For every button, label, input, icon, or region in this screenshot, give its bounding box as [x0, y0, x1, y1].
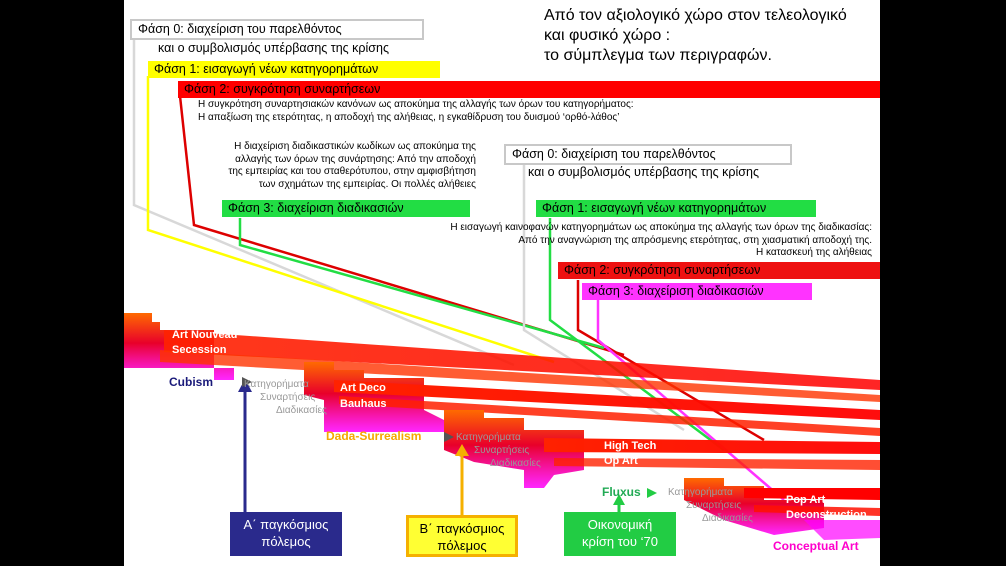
upper-phase1-box: Φάση 1: εισαγωγή νέων κατηγορημάτων: [148, 61, 440, 78]
lower-phase0-sub: και ο συμβολισμός υπέρβασης της κρίσης: [528, 165, 759, 179]
movement-dada-surrealism: Dada-Surrealism: [326, 429, 422, 443]
upper-phase2-desc-line-2: Η απαξίωση της ετερότητας, η αποδοχή της αλήθειας, η εγκαθίδρυση του δυισμού ‘ορθό-λάθος’: [198, 111, 620, 123]
title-line-2: και φυσικό χώρο :: [544, 27, 671, 44]
stage-functions-3: Συναρτήσεις: [686, 500, 742, 511]
movement-fluxus: Fluxus: [602, 485, 641, 499]
stage-procedures-3: Διαδικασίες: [702, 513, 753, 524]
stage-predicates-3: Κατηγορήματα: [668, 487, 733, 498]
upper-phase2-box: Φάση 2: συγκρότηση συναρτήσεων: [178, 81, 880, 98]
movement-bauhaus: Bauhaus: [340, 398, 387, 410]
movement-conceptual-art: Conceptual Art: [773, 539, 859, 553]
stage-predicates-1: Κατηγορήματα: [244, 379, 309, 390]
upper-phase2-desc: [198, 99, 634, 124]
event-crisis-line-1: Οικονομική: [587, 517, 653, 532]
upper-phase3-desc-line-4: των σχημάτων της εμπειρίας. Οι πολλές αλήθειες: [258, 178, 476, 190]
upper-phase3-desc-line-1: Η διαχείριση διαδικαστικών κωδίκων ως αποκύημα της: [234, 141, 476, 152]
event-ww1-line-1: Α΄ παγκόσμιος: [243, 517, 329, 532]
upper-phase3-desc-line-2: αλλαγής των όρων της συνάρτησης: Από την αποδοχή: [235, 153, 476, 165]
event-ww2-line-2: πόλεμος: [437, 538, 487, 553]
lower-phase1-desc-line-1: Η εισαγωγή καινοφανών κατηγορημάτων ως αποκύημα της αλλαγής των όρων της διαδικασίας:: [450, 222, 872, 233]
movement-deconstruction: Deconstruction: [786, 509, 867, 521]
timeline-bands: [124, 313, 880, 540]
upper-phase3-desc-line-3: της εμπειρίας και του σταθερότυπου, στην αμφισβήτηση: [228, 166, 476, 177]
stage-procedures-1: Διαδικασίες: [276, 405, 327, 416]
stage-procedures-2: Διαδικασίες: [490, 458, 541, 469]
upper-phase0-sub: και ο συμβολισμός υπέρβασης της κρίσης: [158, 41, 389, 55]
movement-secession: Secession: [172, 344, 227, 356]
upper-phase0-box: Φάση 0: διαχείριση του παρελθόντος: [130, 19, 424, 40]
slide-title: [544, 6, 847, 66]
lower-phase0-box: Φάση 0: διαχείριση του παρελθόντος: [504, 144, 792, 165]
movement-pop-art: Pop Art: [786, 494, 826, 506]
event-ww2-line-1: Β΄ παγκόσμιος: [419, 521, 505, 536]
lower-phase1-box: Φάση 1: εισαγωγή νέων κατηγορημάτων: [536, 200, 816, 217]
stage-functions-1: Συναρτήσεις: [260, 392, 316, 403]
upper-phase2-desc-line-1: Η συγκρότηση συναρτησιακών κανόνων ως αποκύημα της αλλαγής των όρων του κατηγορήματος:: [198, 99, 634, 110]
lower-phase3-box: Φάση 3: διαχείριση διαδικασιών: [582, 283, 812, 300]
stage-predicates-2: Κατηγορήματα: [456, 432, 521, 443]
movement-art-deco: Art Deco: [340, 382, 386, 394]
title-line-1: Από τον αξιολογικό χώρο στον τελεολογικό: [544, 7, 847, 24]
lower-phase1-desc: [344, 222, 872, 260]
movement-art-nouveau: Art Nouveau: [172, 329, 238, 341]
movement-high-tech: High Tech: [604, 440, 657, 452]
event-ww2: [406, 515, 518, 557]
movement-cubism: Cubism: [169, 375, 214, 389]
slide: [124, 0, 880, 566]
upper-phase3-desc: [206, 141, 476, 191]
lower-phase1-desc-line-2: Από την αναγνώριση της απρόσμενης ετερότητας, στη χιασματική αποδοχή της.: [518, 234, 872, 246]
event-crisis-line-2: κρίση του ‘70: [582, 534, 658, 549]
lower-phase2-box: Φάση 2: συγκρότηση συναρτήσεων: [558, 262, 880, 279]
title-line-3: το σύμπλεγμα των περιγραφών.: [544, 47, 772, 64]
upper-phase3-box: Φάση 3: διαχείριση διαδικασιών: [222, 200, 470, 217]
movement-op-art: Op Art: [604, 455, 638, 467]
event-ww1-line-2: πόλεμος: [261, 534, 311, 549]
stage-functions-2: Συναρτήσεις: [474, 445, 530, 456]
event-ww1: [230, 512, 342, 556]
event-crisis-70: [564, 512, 676, 556]
lower-phase1-desc-line-3: Η κατασκευή της αλήθειας: [756, 247, 872, 258]
